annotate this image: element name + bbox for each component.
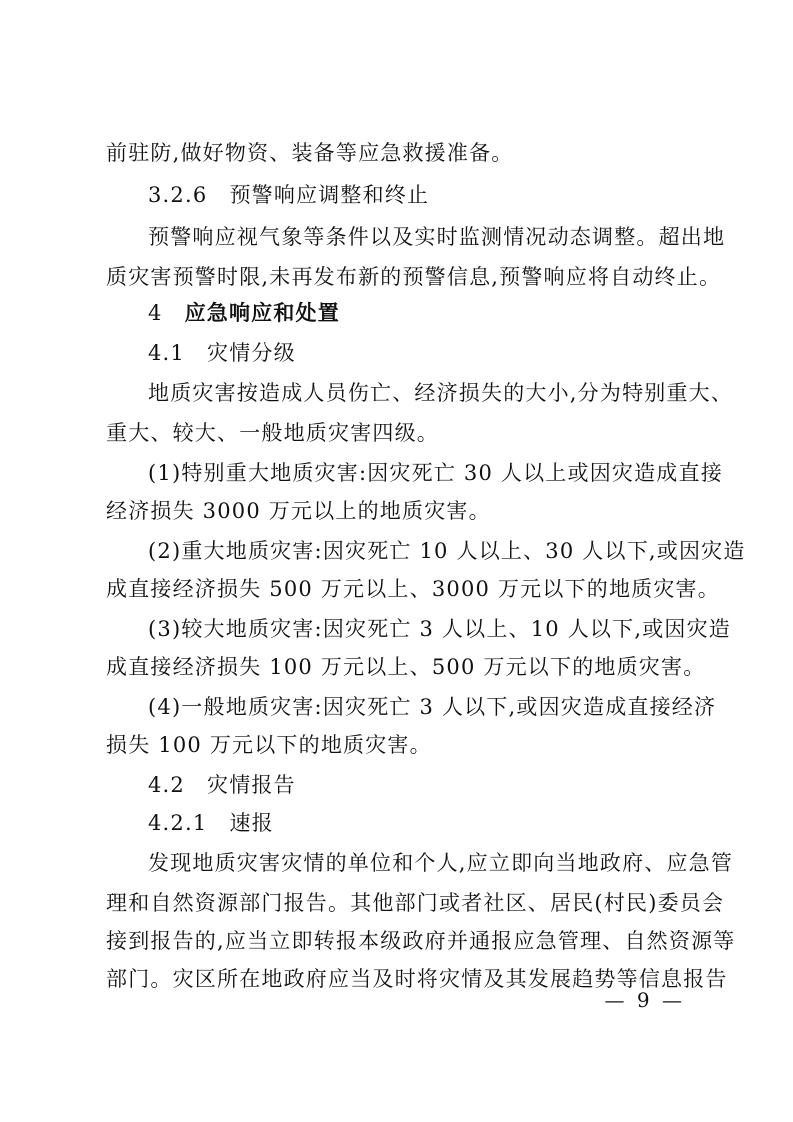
paragraph-line: 发现地质灾害灾情的单位和个人,应立即向当地政府、应急管 [148, 851, 734, 875]
section-number: 4 [148, 301, 163, 325]
section-heading-4-2 [148, 770, 690, 800]
section-heading-4 [148, 298, 690, 328]
paragraph-line: 地质灾害按造成人员伤亡、经济损失的大小,分为特别重大、 [148, 381, 734, 405]
section-title: 预警响应调整和终止 [229, 183, 430, 207]
list-item-line: 成直接经济损失 100 万元以上、500 万元以下的地质灾害。 [106, 655, 706, 679]
paragraph-line: 质灾害预警时限,未再发布新的预警信息,预警响应将自动终止。 [106, 265, 722, 289]
section-heading-4-1 [148, 338, 690, 368]
section-title: 应急响应和处置 [184, 301, 340, 325]
section-number: 4.1 [148, 341, 185, 365]
paragraph-line: 部门。灾区所在地政府应当及时将灾情及其发展趋势等信息报告 [106, 967, 728, 991]
list-item-line: 经济损失 3000 万元以上的地质灾害。 [106, 499, 491, 523]
list-item-line: 成直接经济损失 500 万元以上、3000 万元以下的地质灾害。 [106, 577, 720, 601]
paragraph-line: 理和自然资源部门报告。其他部门或者社区、居民(村民)委员会 [106, 891, 725, 915]
section-heading-4-2-1 [148, 808, 690, 838]
section-number: 4.2 [148, 773, 185, 797]
section-heading-3-2-6 [148, 180, 690, 210]
list-item-line: 损失 100 万元以下的地质灾害。 [106, 733, 432, 757]
paragraph-line: 预警响应视气象等条件以及实时监测情况动态调整。超出地 [148, 225, 726, 249]
section-title: 速报 [229, 811, 274, 835]
section-number: 3.2.6 [148, 183, 208, 207]
list-item-line: (4)一般地质灾害:因灾死亡 3 人以下,或因灾造成直接经济 [148, 695, 717, 719]
paragraph-line: 前驻防,做好物资、装备等应急救援准备。 [106, 141, 514, 165]
section-title: 灾情分级 [207, 341, 296, 365]
section-title: 灾情报告 [207, 773, 296, 797]
paragraph-line: 重大、较大、一般地质灾害四级。 [106, 421, 439, 445]
section-number: 4.2.1 [148, 811, 208, 835]
list-item-line: (1)特别重大地质灾害:因灾死亡 30 人以上或因灾造成直接 [148, 461, 723, 485]
list-item-line: (3)较大地质灾害:因灾死亡 3 人以上、10 人以下,或因灾造 [148, 617, 732, 641]
list-item-line: (2)重大地质灾害:因灾死亡 10 人以上、30 人以下,或因灾造 [148, 539, 746, 563]
page-number: — 9 — [604, 988, 685, 1012]
paragraph-line: 接到报告的,应当立即转报本级政府并通报应急管理、自然资源等 [106, 929, 736, 953]
